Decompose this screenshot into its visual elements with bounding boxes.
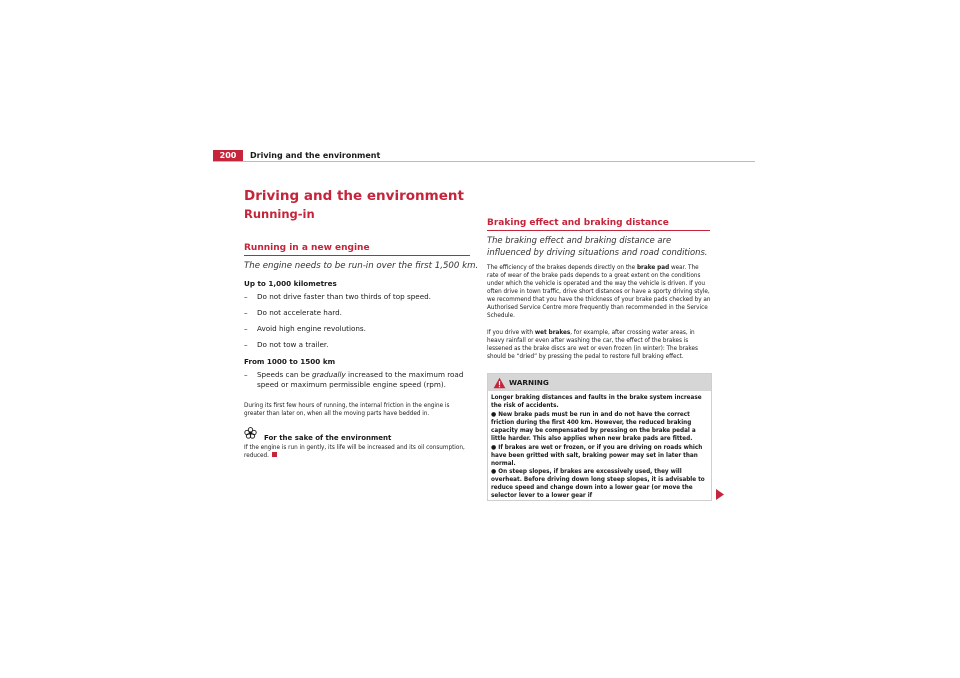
environment-heading: For the sake of the environment [264,434,392,442]
continue-arrow-icon [716,489,724,500]
environment-text: If the engine is run in gently, its life will be increased and its oil consumption, reduced. [244,445,465,459]
warning-item: ● If brakes are wet or frozen, or if you are driving on roads which have been gritted with salt, braking power may set in later than normal. [491,443,703,467]
brake-pad-paragraph: The efficiency of the brakes depends directly on the brake pad wear. The rate of wear of the brake pads depends to a great extent on the conditions under which the vehicle is operated and the way the vehicle is driven. If you often drive in town traffic, drive short distances or have a sporty driving style, we recommend that you have the thickness of your brake pads checked by an Authorised Service Centre more frequently than recommended in the Service Schedule. [487,265,711,319]
wet-brakes-paragraph: If you drive with wet brakes, for example, after crossing water areas, in heavy rainfall or even after washing the car, the effect of the brakes is lessened as the brake discs are wet or even frozen (in winter): The brakes should be “dried” by pressing the pedal to restore full braking effect. [487,330,698,360]
warning-box [487,373,712,501]
left-heading: Running in a new engine [244,243,370,253]
page-number: 200 [213,150,243,162]
warning-intro: Longer braking distances and faults in the brake system increase the risk of accidents. [491,395,702,410]
chapter-title: Driving and the environment [244,188,464,204]
warning-triangle-icon [493,377,506,389]
running-header: Driving and the environment [250,151,381,160]
left-lead: The engine needs to be run-in over the first 1,500 km. [244,261,479,271]
group1-title: Up to 1,000 kilometres [244,279,337,288]
end-mark-icon [272,452,277,457]
header-rule [213,161,755,162]
group1-list [244,292,470,356]
environment-flower-icon [244,427,257,439]
list-item: – Do not tow a trailer. [244,340,329,349]
group2-item: – Speeds can be gradually increased to the maximum road speed or maximum permissible engine speed (rpm). [244,370,464,389]
list-item: – Do not accelerate hard. [244,308,342,317]
right-heading: Braking effect and braking distance [487,218,669,228]
right-lead: The braking effect and braking distance are influenced by driving situations and road conditions. [487,235,708,257]
section-title: Running-in [244,207,315,221]
group2-title: From 1000 to 1500 km [244,357,336,366]
warning-item: ● On steep slopes, if brakes are excessively used, they will overheat. Before driving down long steep slopes, it is advisable to reduce speed and change down into a lower gear (or move the selector lever to a lower gear if [491,467,705,500]
warning-title: WARNING [509,378,549,387]
right-heading-rule [487,230,710,231]
list-item: – Avoid high engine revolutions. [244,324,366,333]
list-item: – Do not drive faster than two thirds of top speed. [244,292,431,301]
running-in-note: During its first few hours of running, the internal friction in the engine is greater than later on, when all the moving parts have bedded in. [244,403,450,417]
warning-body [491,394,709,500]
left-heading-rule [244,255,470,256]
warning-item: ● New brake pads must be run in and do not have the correct friction during the first 400 km. However, the reduced braking capacity may be compensated by pressing on the brake pedal a little harder. This also applies when new brake pads are fitted. [491,411,696,443]
